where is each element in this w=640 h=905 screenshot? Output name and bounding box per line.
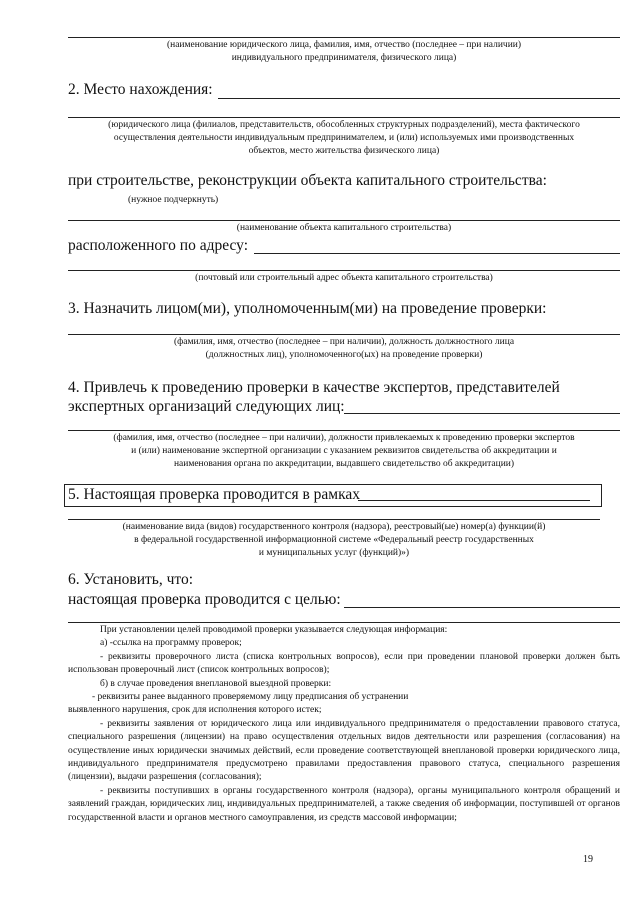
section3-caption <box>68 336 620 362</box>
page-number: 19 <box>583 854 593 865</box>
section3-heading: 3. Назначить лицом(ми), уполномоченным(ми) на проведение проверки: <box>68 300 547 317</box>
section6-heading: 6. Установить, что: <box>68 571 194 588</box>
control-type-rule-2 <box>68 519 600 520</box>
purpose-input-line[interactable] <box>344 607 620 608</box>
section4-caption-line1: (фамилия, имя, отчество (последнее – при наличии), должности привлекаемых к проведению проверки экспертов <box>113 433 575 443</box>
section5-caption-line3: и муниципальных услуг (функций)») <box>258 548 410 558</box>
address-label: расположенного по адресу: <box>68 237 248 254</box>
section5-caption-line2: в федеральной государственной информационной системе «Федеральный реестр государственных <box>134 535 534 545</box>
section5-caption <box>68 521 600 560</box>
instr-p5: - реквизиты ранее выданного проверяемому лицу предписания об устранении <box>92 692 409 703</box>
top-caption-line1: (наименование юридического лица, фамилия, имя, отчество (последнее – при наличии) <box>166 40 522 50</box>
top-rule <box>68 37 620 38</box>
object-input-line[interactable] <box>68 220 620 221</box>
experts-input-line[interactable] <box>344 413 620 414</box>
construction-heading: при строительстве, реконструкции объекта капитального строительства: <box>68 172 547 189</box>
instr-p8: - реквизиты поступивших в органы государственного контроля (надзора), органы муниципального контроля обращений и заявлений граждан, юридических лиц, индивидуальных предпринимателей, а также сведения об информации, поступившей от органов государственной власти и органов местного самоуправления, из средств массовой информации; <box>68 785 620 823</box>
construction-hint: (нужное подчеркнуть) <box>128 195 219 205</box>
section4-caption-line2: и (или) наименование экспертной организации с указанием реквизитов свидетельства об аккредитации и <box>131 446 557 456</box>
section5-caption-line1: (наименование вида (видов) государственного контроля (надзора), реестровый(ые) номер(а) функции(й) <box>122 522 546 532</box>
instructions-block <box>68 624 620 825</box>
section3-caption-line2: (должностных лиц), уполномоченного(ых) на проведение проверки) <box>205 350 483 360</box>
section2-caption-line1: (юридического лица (филиалов, представительств, обособленных структурных подразделений), места фактического <box>108 120 580 130</box>
experts-rule-2 <box>68 430 620 431</box>
section2-caption-line3: объектов, место жительства физического лица) <box>248 146 440 156</box>
address-caption: (почтовый или строительный адрес объекта капитального строительства) <box>195 273 493 283</box>
inspector-input-line[interactable] <box>68 334 620 335</box>
instr-p4: б) в случае проведения внеплановой выездной проверки: <box>100 678 332 689</box>
section2-heading: 2. Место нахождения: <box>68 81 213 98</box>
instr-p3: - реквизиты проверочного листа (списка контрольных вопросов), если при проведении плановой проверки должен быть использован проверочный лист (список контрольных вопросов); <box>68 651 620 676</box>
control-type-input-line[interactable] <box>358 500 590 501</box>
address-input-line[interactable] <box>254 253 620 254</box>
instr-p6: выявленного нарушения, срок для исполнения которого истек; <box>68 705 322 716</box>
top-caption <box>68 39 620 65</box>
section4-heading-line2: экспертных организаций следующих лиц: <box>68 398 345 415</box>
instr-p1: При установлении целей проводимой проверки указывается следующая информация: <box>100 625 448 635</box>
purpose-label: настоящая проверка проводится с целью: <box>68 591 341 608</box>
purpose-rule-2 <box>68 622 620 623</box>
section4-caption <box>68 432 620 471</box>
section2-caption-line2: осуществления деятельности индивидуальным предпринимателем, и (или) используемых ими производственных <box>113 133 575 143</box>
section4-heading-line1: 4. Привлечь к проведению проверки в качестве экспертов, представителей <box>68 379 560 396</box>
section4-caption-line3: наименования органа по аккредитации, выдавшего свидетельство об аккредитации) <box>173 459 515 469</box>
instr-p2: а) -ссылка на программу проверок; <box>100 638 242 649</box>
top-caption-line2: индивидуального предпринимателя, физического лица) <box>231 53 457 63</box>
section2-caption <box>68 119 620 158</box>
address-rule-2 <box>68 270 620 271</box>
object-caption: (наименование объекта капитального строительства) <box>236 223 452 233</box>
location-input-line[interactable] <box>218 98 620 99</box>
instr-p7: - реквизиты заявления от юридического лица или индивидуального предпринимателя о предоставлении правового статуса, специального разрешения (лицензии) на право осуществления отдельных видов деятельности или разрешения (согласования) на осуществление иных юридически значимых действий, если проведение соответствующей внеплановой проверки юридического лица, индивидуального предпринимателя предусмотрено правилами предоставления правового статуса, специального разрешения (лицензии), выдачи разрешения (согласования); <box>68 718 620 783</box>
section3-caption-line1: (фамилия, имя, отчество (последнее – при наличии), должность должностного лица <box>173 337 515 347</box>
location-rule-2 <box>68 117 620 118</box>
section5-heading: 5. Настоящая проверка проводится в рамках <box>68 486 361 503</box>
